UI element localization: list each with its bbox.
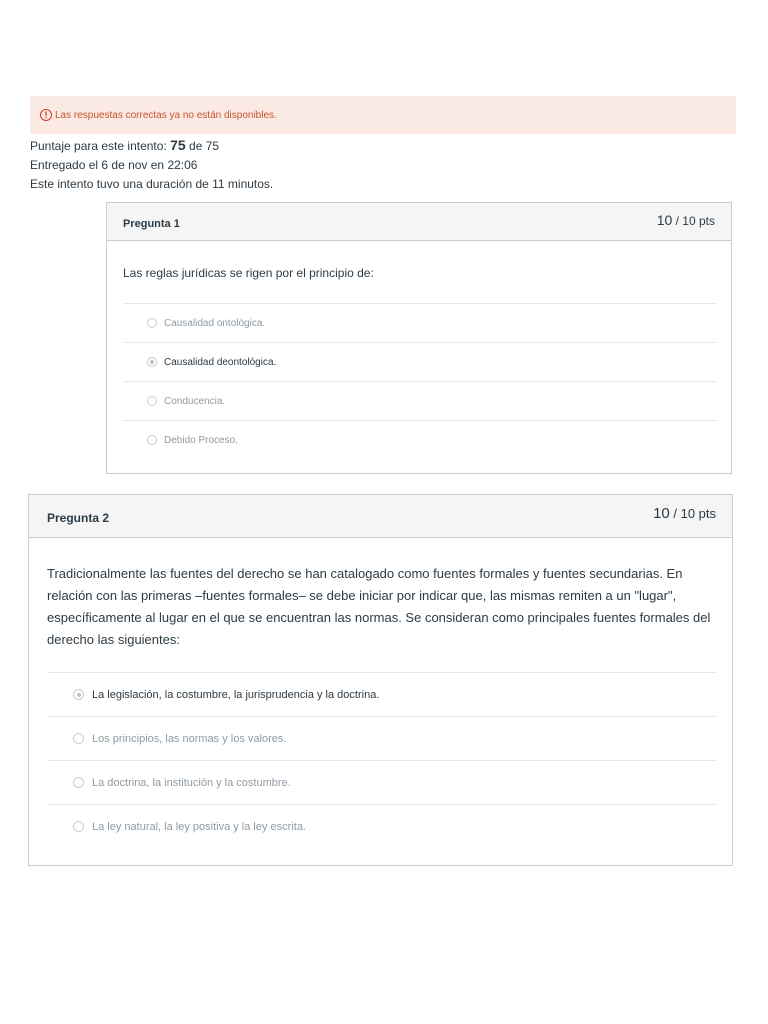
question-card-1 (106, 202, 732, 474)
score-line (30, 136, 273, 156)
answer-list (123, 303, 717, 459)
attempt-summary (30, 136, 273, 194)
points-possible: / 10 pts (672, 214, 715, 228)
answers-unavailable-alert (30, 96, 736, 134)
answer-option (47, 804, 716, 848)
radio-button-icon (73, 821, 84, 832)
answer-label: Conducencia. (164, 395, 226, 407)
answer-label: La ley natural, la ley positiva y la ley escrita. (92, 820, 306, 833)
question-card-2 (28, 494, 733, 866)
answer-option (123, 420, 717, 459)
answer-option (123, 381, 717, 420)
question-title: Pregunta 1 (123, 218, 180, 230)
radio-button-checked-icon (147, 357, 157, 367)
answer-label: Causalidad ontológica. (164, 317, 266, 329)
score-label: Puntaje para este intento: (30, 139, 171, 153)
answer-option (123, 303, 717, 342)
answer-label: La doctrina, la institución y la costumbre. (92, 776, 291, 789)
radio-button-icon (73, 733, 84, 744)
points-possible: / 10 pts (669, 506, 716, 521)
score-total: de 75 (185, 139, 220, 153)
score-value: 75 (170, 137, 186, 153)
answer-option (47, 760, 716, 804)
question-title: Pregunta 2 (47, 511, 110, 525)
radio-button-checked-icon (73, 689, 84, 700)
answer-label: Debido Proceso. (164, 434, 238, 446)
alert-text: Las respuestas correctas ya no están disponibles. (55, 109, 277, 121)
answer-label: Causalidad deontológica. (164, 356, 277, 368)
question-header (29, 495, 732, 538)
question-points (653, 505, 716, 523)
question-points (657, 212, 715, 230)
radio-button-icon (147, 318, 157, 328)
answer-option (47, 716, 716, 760)
radio-button-icon (73, 777, 84, 788)
points-earned: 10 (656, 212, 673, 228)
question-text: Tradicionalmente las fuentes del derecho se han catalogado como fuentes formales y fuentes secundarias. En relación con las primeras –fuentes formales– se debe iniciar por indicar que, las mismas remiten a un "lugar", específicamente al lugar en el que se encuentran las normas. Se consideran como principales fuentes formales del derecho las siguientes: (47, 566, 711, 647)
exclamation-circle-icon: ! (40, 109, 52, 121)
answer-list (47, 672, 716, 848)
question-text: Las reglas jurídicas se rigen por el principio de: (123, 266, 374, 280)
answer-option-selected (47, 672, 716, 716)
answer-label: La legislación, la costumbre, la jurisprudencia y la doctrina. (92, 688, 380, 701)
answer-label: Los principios, las normas y los valores. (92, 732, 287, 745)
radio-button-icon (147, 435, 157, 445)
submitted-date: Entregado el 6 de nov en 22:06 (30, 158, 198, 172)
answer-option-selected (123, 342, 717, 381)
question-header (107, 203, 731, 241)
radio-button-icon (147, 396, 157, 406)
attempt-duration: Este intento tuvo una duración de 11 minutos. (30, 177, 274, 191)
points-earned: 10 (653, 505, 670, 522)
